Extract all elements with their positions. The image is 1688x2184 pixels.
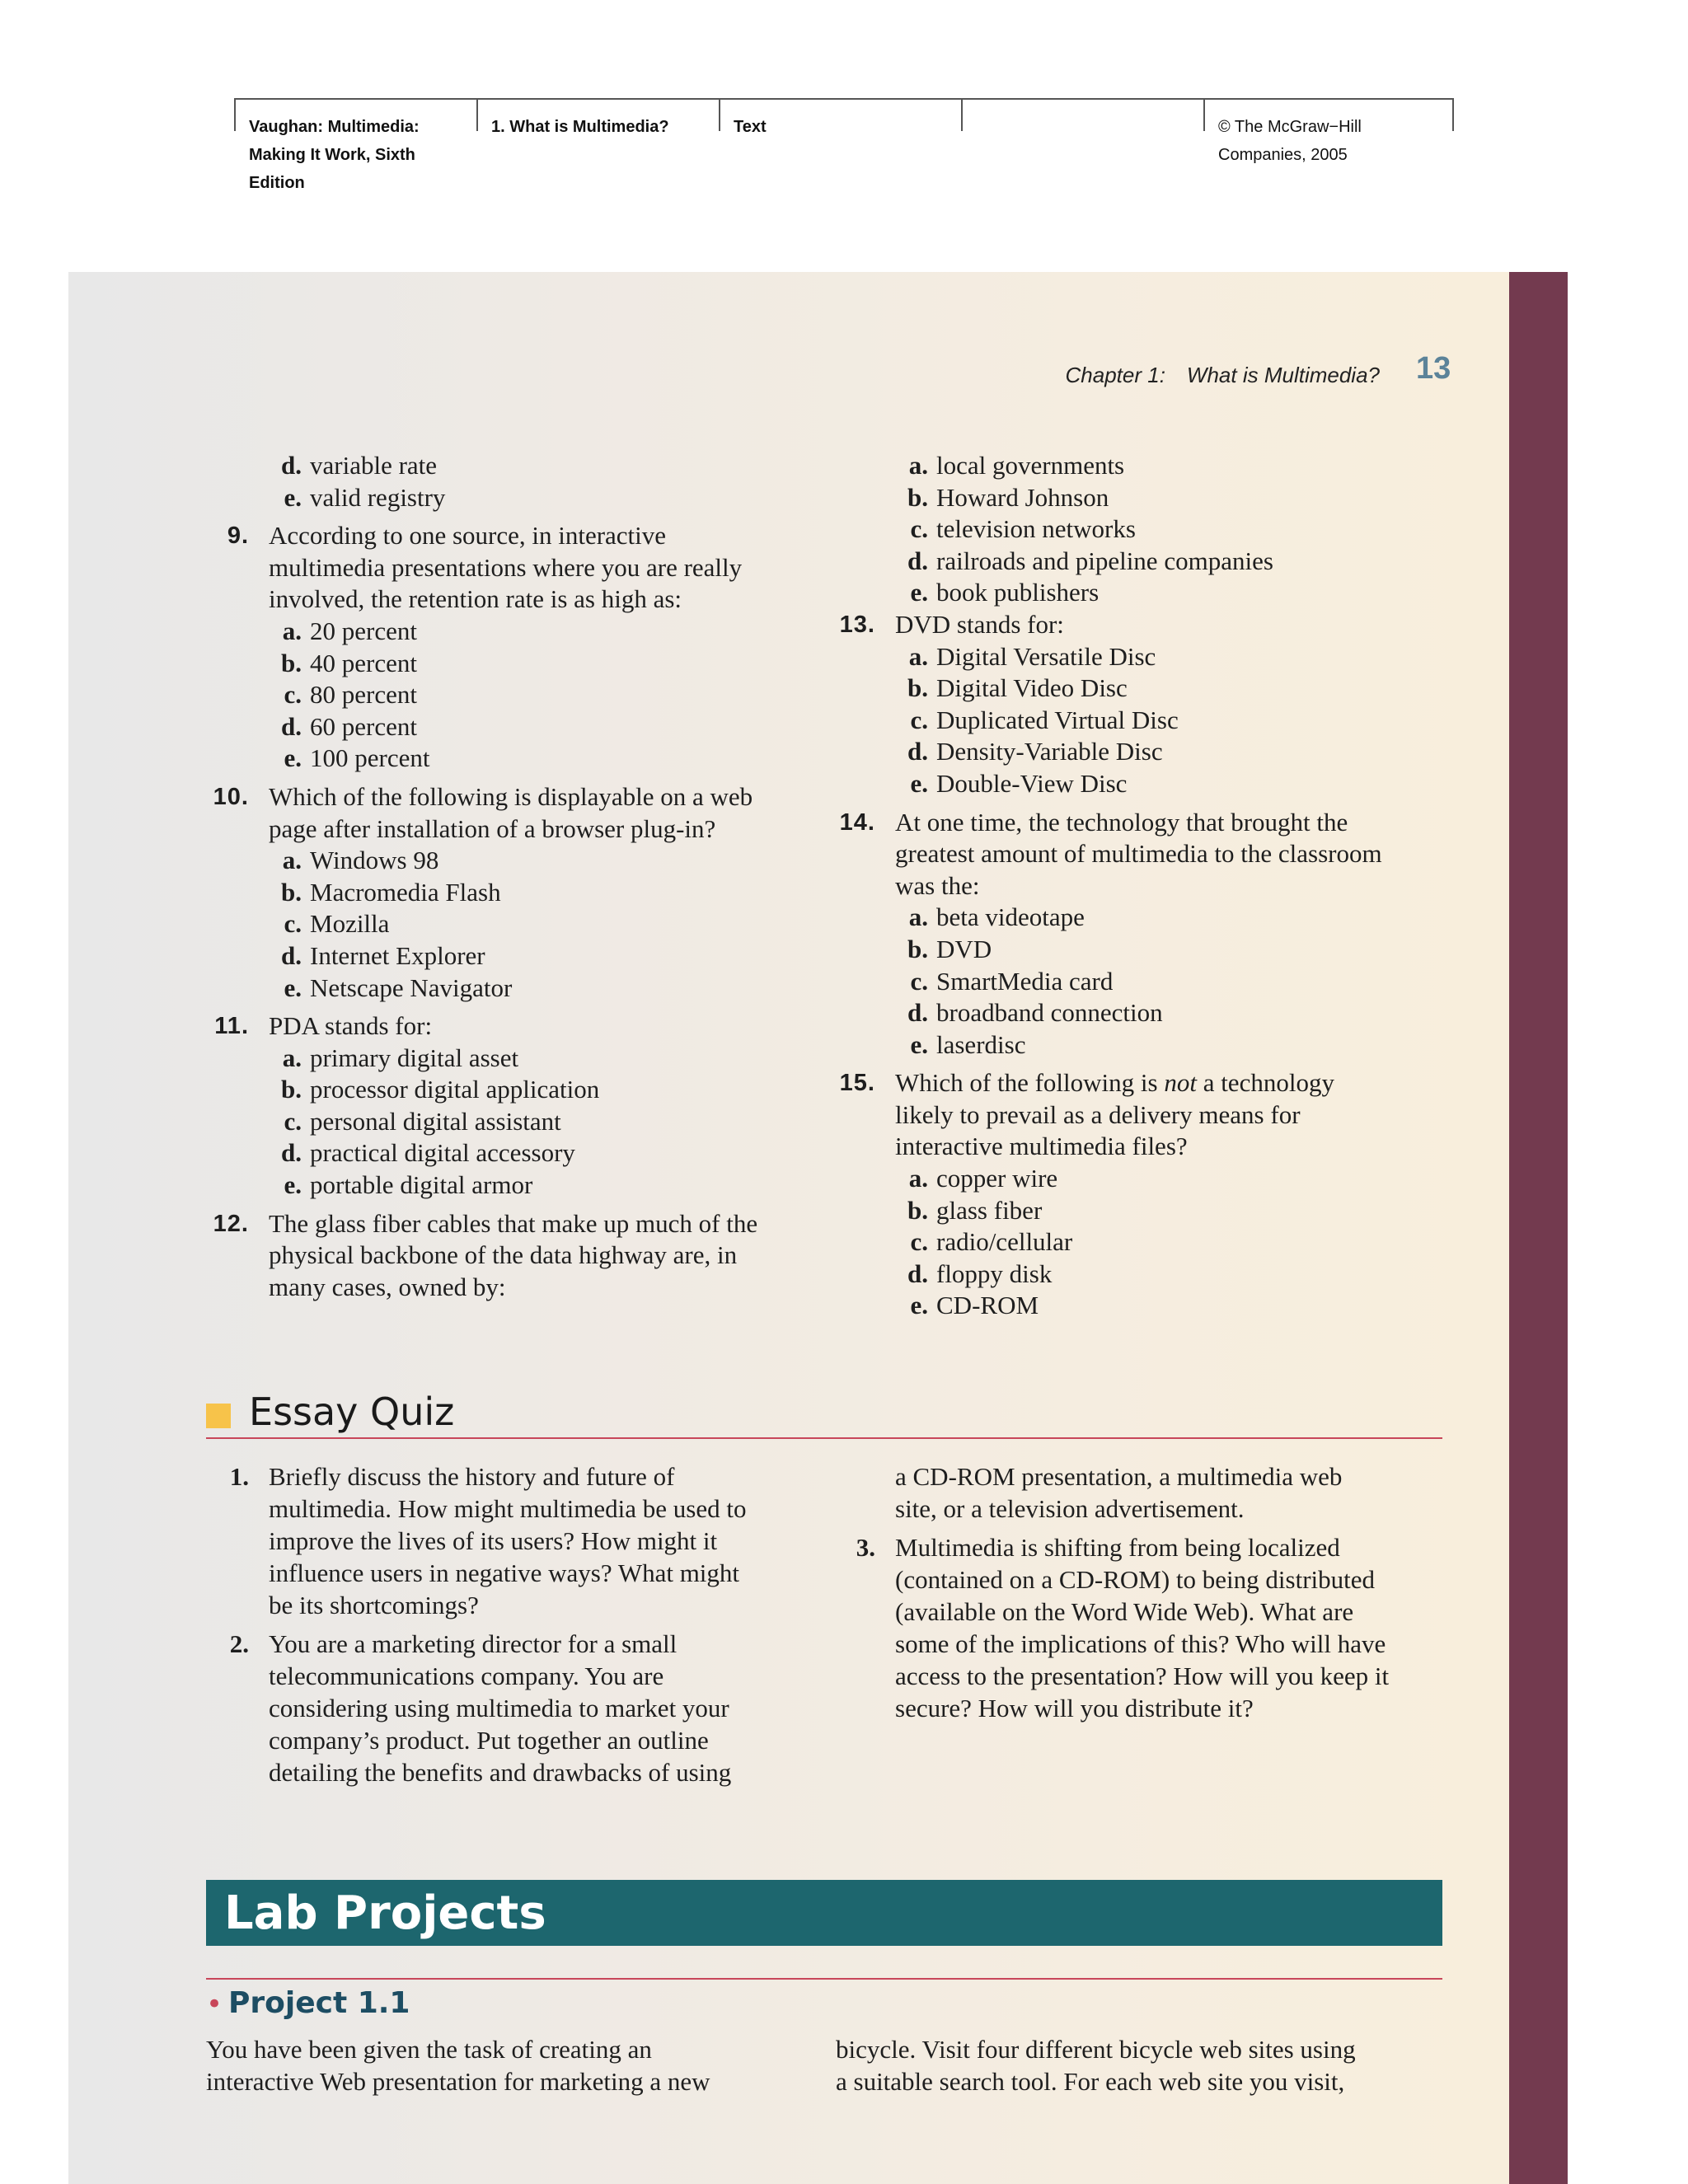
question-number: 12. <box>213 1210 249 1237</box>
question-number: 2. <box>229 1629 249 1658</box>
question-line: was the: <box>895 870 980 900</box>
document-header <box>234 98 1454 246</box>
option-letter: e. <box>284 482 302 512</box>
option-text: television networks <box>936 514 1136 544</box>
section-rule <box>206 1978 1442 1980</box>
question-number: 11. <box>214 1013 249 1040</box>
option-letter: c. <box>284 1106 302 1136</box>
essay-quiz-heading: Essay Quiz <box>249 1390 455 1434</box>
question-line: considering using multimedia to market your <box>269 1694 729 1722</box>
option <box>206 1043 816 1075</box>
question-line: multimedia presentations where you are really <box>269 552 743 582</box>
option-letter: e. <box>910 1029 928 1059</box>
option <box>832 934 1451 966</box>
option <box>206 482 816 514</box>
option <box>206 450 816 482</box>
option-text: Macromedia Flash <box>310 877 501 907</box>
option <box>832 736 1451 768</box>
option-text: CD-ROM <box>936 1291 1039 1320</box>
question-11 <box>206 1010 816 1043</box>
option-text: Duplicated Virtual Disc <box>936 705 1179 734</box>
question-line: influence users in negative ways? What might <box>269 1558 740 1587</box>
option-letter: b. <box>281 877 302 907</box>
option-letter: b. <box>907 934 928 963</box>
option <box>832 482 1451 514</box>
option <box>832 1290 1451 1322</box>
question-line: telecommunications company. You are <box>269 1661 664 1690</box>
question-line: The glass fiber cables that make up much of the <box>269 1208 758 1238</box>
question-10 <box>206 781 816 845</box>
option-text: 20 percent <box>310 616 417 645</box>
option-letter: b. <box>281 1075 302 1104</box>
section-rule <box>206 1437 1442 1439</box>
question-line: company’s product. Put together an outline <box>269 1726 709 1755</box>
question-12 <box>206 1208 816 1304</box>
option-letter: a. <box>908 451 928 480</box>
question-line: secure? How will you distribute it? <box>895 1694 1254 1722</box>
option-text: processor digital application <box>310 1075 600 1104</box>
question-line: many cases, owned by: <box>269 1272 506 1301</box>
option-text: Windows 98 <box>310 846 439 875</box>
header-book-line: Edition <box>249 174 305 192</box>
option <box>206 1074 816 1106</box>
option <box>206 908 816 940</box>
question-number: 14. <box>839 808 875 836</box>
option <box>206 1106 816 1138</box>
option-letter: b. <box>907 482 928 512</box>
header-rule <box>234 98 1454 100</box>
option <box>206 679 816 711</box>
question-line: PDA stands for: <box>269 1011 433 1041</box>
option-text: Density-Variable Disc <box>936 737 1163 766</box>
question-line: a CD-ROM presentation, a multimedia web <box>895 1462 1343 1491</box>
question-line: Briefly discuss the history and future of <box>269 1462 675 1491</box>
option <box>206 877 816 909</box>
section-square-icon <box>206 1404 231 1428</box>
page-number: 13 <box>1416 351 1451 386</box>
option-text: local governments <box>936 451 1125 480</box>
project-text-right <box>836 2033 1446 2097</box>
option-letter: e. <box>910 768 928 798</box>
paragraph-line: bicycle. Visit four different bicycle web sites using <box>836 2035 1356 2064</box>
question-line: likely to prevail as a delivery means for <box>895 1099 1301 1129</box>
option-text: broadband connection <box>936 998 1163 1028</box>
option-text: 40 percent <box>310 648 417 677</box>
header-copyright-line: © The McGraw−Hill <box>1218 118 1362 136</box>
option-text: variable rate <box>310 451 438 480</box>
option <box>206 940 816 972</box>
option <box>832 546 1451 578</box>
option <box>206 972 816 1005</box>
question-number: 3. <box>856 1533 875 1562</box>
essay-question-1 <box>206 1460 816 1621</box>
option <box>832 1226 1451 1258</box>
option <box>832 1195 1451 1227</box>
option <box>832 673 1451 705</box>
header-book-line: Making It Work, Sixth <box>249 146 415 164</box>
option-letter: e. <box>910 578 928 607</box>
option-letter: d. <box>907 1258 928 1288</box>
question-line: Which of the following is displayable on a web <box>269 781 753 811</box>
option-text: radio/cellular <box>936 1227 1073 1257</box>
header-type: Text <box>734 118 767 136</box>
option-text: Mozilla <box>310 909 390 939</box>
question-text: Which of the following is <box>895 1068 1165 1098</box>
option-letter: a. <box>908 902 928 932</box>
option-text: glass fiber <box>936 1195 1043 1225</box>
option-text: valid registry <box>310 482 446 512</box>
option <box>832 705 1451 737</box>
option <box>206 1137 816 1169</box>
carry-over-options <box>832 450 1451 609</box>
option-letter: c. <box>910 966 928 996</box>
option-text: portable digital armor <box>310 1170 533 1200</box>
option <box>206 845 816 877</box>
option-text: book publishers <box>936 578 1100 607</box>
option-text: beta videotape <box>936 902 1085 932</box>
project-heading: Project 1.1 <box>228 1986 410 2020</box>
option-text: Netscape Navigator <box>310 972 513 1002</box>
header-divider <box>476 98 478 131</box>
option-letter: e. <box>910 1291 928 1320</box>
option-text: SmartMedia card <box>936 966 1114 996</box>
paragraph-line: a suitable search tool. For each web site you visit, <box>836 2067 1345 2096</box>
question-line: (available on the Word Wide Web). What are <box>895 1597 1354 1626</box>
question-line: Multimedia is shifting from being localized <box>895 1533 1340 1562</box>
header-copyright-line: Companies, 2005 <box>1218 146 1348 164</box>
question-15 <box>832 1067 1451 1163</box>
running-head <box>1066 363 1380 388</box>
quiz-column-right <box>832 450 1451 1322</box>
question-number: 9. <box>227 523 249 550</box>
page-edge-bar <box>1509 272 1568 2184</box>
option-text: primary digital asset <box>310 1043 519 1072</box>
question-line <box>895 1067 1451 1099</box>
question-line: some of the implications of this? Who will have <box>895 1629 1386 1658</box>
question-line: multimedia. How might multimedia be used to <box>269 1494 747 1523</box>
option-letter: a. <box>282 1043 302 1072</box>
option-text: railroads and pipeline companies <box>936 546 1273 575</box>
question-line: At one time, the technology that brought the <box>895 807 1348 837</box>
header-divider <box>1452 98 1454 131</box>
option <box>206 743 816 775</box>
option-text: 80 percent <box>310 680 417 710</box>
question-line: (contained on a CD-ROM) to being distributed <box>895 1565 1376 1594</box>
paragraph-line: interactive Web presentation for marketing a new <box>206 2067 710 2096</box>
option-letter: e. <box>284 972 302 1002</box>
running-head-chapter-label: Chapter 1: <box>1065 363 1165 387</box>
question-13 <box>832 609 1451 641</box>
option <box>206 616 816 648</box>
question-line: involved, the retention rate is as high as: <box>269 584 682 614</box>
option <box>832 902 1451 934</box>
option <box>206 648 816 680</box>
option-text: laserdisc <box>936 1029 1026 1059</box>
option-letter: d. <box>281 1138 302 1168</box>
option <box>832 641 1451 673</box>
question-line: site, or a television advertisement. <box>895 1494 1245 1523</box>
option-letter: a. <box>282 846 302 875</box>
option <box>206 1169 816 1202</box>
option <box>832 1029 1451 1062</box>
header-book-title <box>249 113 463 197</box>
option-letter: d. <box>907 737 928 766</box>
question-line: interactive multimedia files? <box>895 1132 1188 1161</box>
carry-over-options <box>206 450 816 513</box>
question-number: 10. <box>213 783 249 810</box>
option <box>832 513 1451 546</box>
option <box>832 577 1451 609</box>
bullet-icon: • <box>206 1988 223 2021</box>
option-text: Digital Versatile Disc <box>936 641 1156 671</box>
question-line: access to the presentation? How will you keep it <box>895 1661 1390 1690</box>
question-line: greatest amount of multimedia to the classroom <box>895 839 1382 869</box>
option-letter: e. <box>284 1170 302 1200</box>
option-letter: d. <box>907 998 928 1028</box>
essay-column-right <box>832 1460 1451 1724</box>
option-text: 100 percent <box>310 743 430 773</box>
header-divider <box>234 98 236 131</box>
quiz-column-left <box>206 450 816 1303</box>
option-letter: a. <box>908 1164 928 1193</box>
option-text: Digital Video Disc <box>936 673 1128 703</box>
header-divider <box>719 98 720 131</box>
option-text: Internet Explorer <box>310 940 485 970</box>
option-letter: b. <box>907 1195 928 1225</box>
question-line: DVD stands for: <box>895 609 1064 639</box>
option <box>832 966 1451 998</box>
option-letter: d. <box>281 451 302 480</box>
option-text: copper wire <box>936 1164 1058 1193</box>
option-letter: c. <box>284 909 302 939</box>
question-number: 1. <box>229 1462 249 1491</box>
essay-question-3 <box>832 1531 1451 1724</box>
question-line: improve the lives of its users? How might it <box>269 1526 718 1555</box>
question-9 <box>206 520 816 616</box>
lab-projects-heading: Lab Projects <box>224 1886 546 1940</box>
running-head-chapter-title: What is Multimedia? <box>1186 363 1380 387</box>
option-letter: c. <box>910 1227 928 1257</box>
question-line: physical backbone of the data highway are, in <box>269 1240 738 1270</box>
option-text: personal digital assistant <box>310 1106 561 1136</box>
question-line: You are a marketing director for a small <box>269 1629 678 1658</box>
paragraph-line: You have been given the task of creating an <box>206 2035 652 2064</box>
question-14 <box>832 807 1451 902</box>
header-copyright <box>1218 113 1362 169</box>
option-letter: b. <box>281 648 302 677</box>
option-text: DVD <box>936 934 992 963</box>
question-emphasis: not <box>1164 1068 1197 1098</box>
header-book-line: Vaughan: Multimedia: <box>249 118 420 136</box>
question-number: 15. <box>839 1070 875 1097</box>
essay-question-2 <box>206 1628 816 1788</box>
question-line: page after installation of a browser plug-in? <box>269 813 716 843</box>
option <box>832 768 1451 800</box>
option-letter: d. <box>281 711 302 741</box>
question-line: be its shortcomings? <box>269 1591 479 1619</box>
option-letter: c. <box>910 705 928 734</box>
essay-column-left <box>206 1460 816 1788</box>
option-text: floppy disk <box>936 1258 1053 1288</box>
option-text: Howard Johnson <box>936 482 1109 512</box>
option <box>206 711 816 743</box>
option-letter: c. <box>910 514 928 544</box>
essay-question-2-continued <box>832 1460 1451 1525</box>
header-divider <box>1203 98 1205 131</box>
option-letter: a. <box>908 641 928 671</box>
option-letter: c. <box>284 680 302 710</box>
question-number: 13. <box>839 611 875 638</box>
option <box>832 1163 1451 1195</box>
option-text: 60 percent <box>310 711 417 741</box>
option-letter: a. <box>282 616 302 645</box>
option-letter: d. <box>907 546 928 575</box>
question-line: According to one source, in interactive <box>269 521 667 551</box>
header-chapter: 1. What is Multimedia? <box>491 118 669 136</box>
option <box>832 450 1451 482</box>
option <box>832 1258 1451 1291</box>
option-text: Double-View Disc <box>936 768 1128 798</box>
option-text: practical digital accessory <box>310 1138 575 1168</box>
option <box>832 997 1451 1029</box>
option-letter: e. <box>284 743 302 773</box>
option-letter: d. <box>281 940 302 970</box>
project-text-left <box>206 2033 816 2097</box>
header-divider <box>961 98 963 131</box>
question-text: a technology <box>1196 1068 1334 1098</box>
question-line: detailing the benefits and drawbacks of using <box>269 1758 732 1787</box>
option-letter: b. <box>907 673 928 703</box>
